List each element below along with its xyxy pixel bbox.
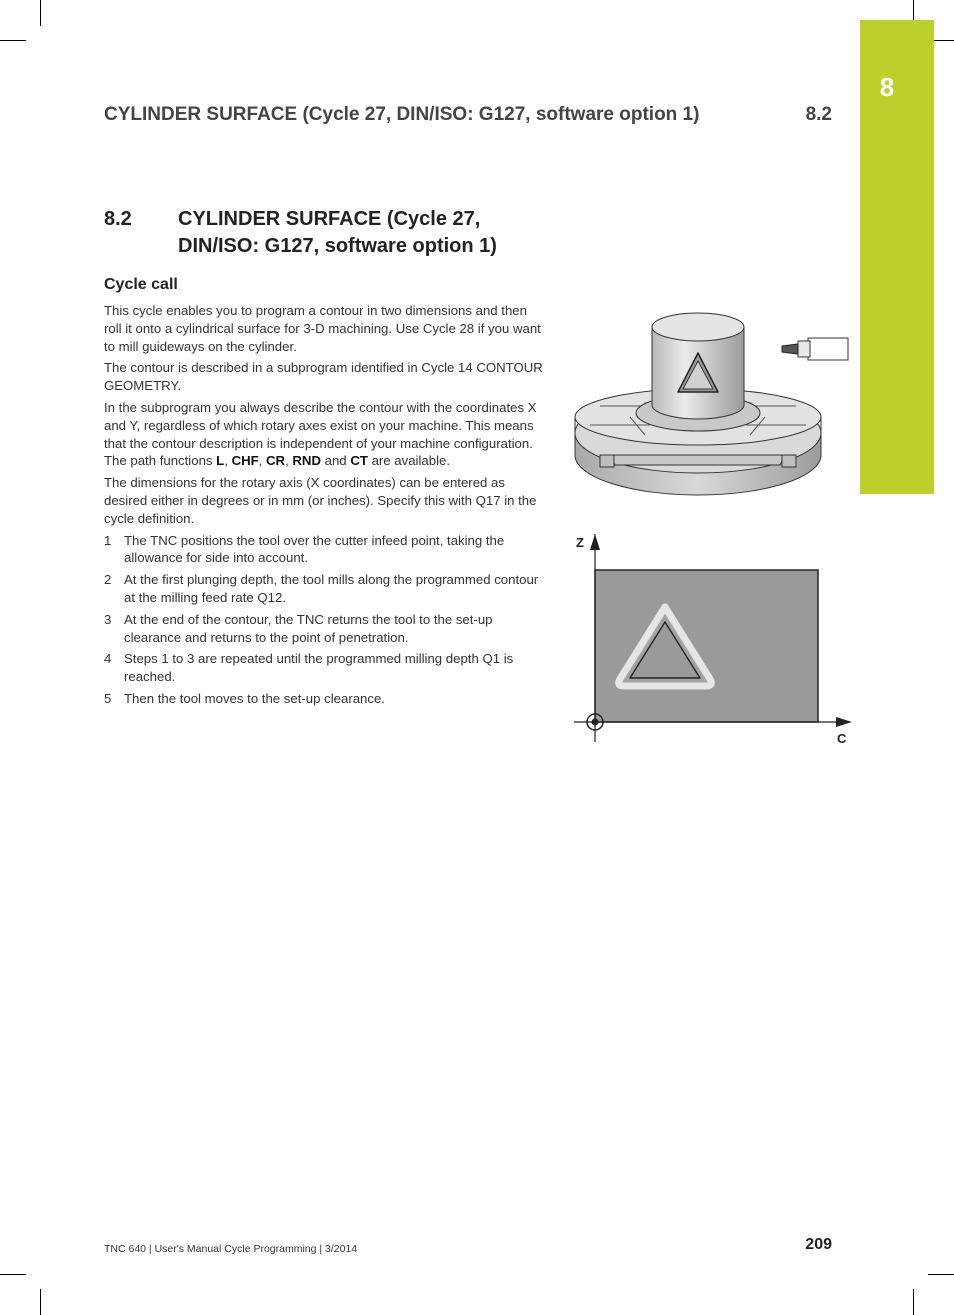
step-list bbox=[104, 532, 546, 708]
c-axis-label: C bbox=[837, 731, 847, 746]
running-header-title: CYLINDER SURFACE (Cycle 27, DIN/ISO: G127, software option 1) bbox=[104, 104, 700, 125]
crop-mark bbox=[40, 1289, 41, 1315]
paragraph: In the subprogram you always describe the contour with the coordinates X and Y, regardless of which rotary axes exist on your machine. This means that the contour description is independent of your machine configuration. The path functions L, CHF, CR, RND and CT are available. bbox=[104, 399, 537, 469]
crop-mark bbox=[913, 0, 914, 20]
path-function: L bbox=[216, 453, 225, 469]
page-number: 209 bbox=[805, 1236, 832, 1253]
path-function: CT bbox=[350, 453, 368, 469]
paragraph: The contour is described in a subprogram identified in Cycle 14 CONTOUR GEOMETRY. bbox=[104, 360, 543, 394]
section-title-line1: CYLINDER SURFACE (Cycle 27, bbox=[178, 208, 481, 230]
paragraph: This cycle enables you to program a contour in two dimensions and then roll it onto a cylindrical surface for 3-D machining. Use Cycle 28 if you want to mill guideways on the cylinder. bbox=[104, 303, 541, 354]
list-item: 2 At the first plunging depth, the tool mills along the programmed contour at the milling feed rate Q12. bbox=[104, 572, 539, 605]
crop-mark bbox=[913, 1289, 914, 1315]
crop-mark bbox=[0, 40, 26, 41]
cylinder-surface-area bbox=[595, 570, 818, 722]
contour-diagram bbox=[570, 528, 860, 750]
crop-mark bbox=[928, 1274, 954, 1275]
subsection-title: Cycle call bbox=[104, 276, 178, 293]
z-axis-label: Z bbox=[576, 535, 584, 550]
list-item: 1 The TNC positions the tool over the cutter infeed point, taking the allowance for side into account. bbox=[104, 532, 505, 566]
crop-mark bbox=[0, 1274, 26, 1275]
list-item: 5 Then the tool moves to the set-up clearance. bbox=[104, 690, 385, 706]
running-header bbox=[104, 104, 832, 126]
footer-text: TNC 640 | User's Manual Cycle Programming | 3/2014 bbox=[104, 1243, 358, 1255]
path-function: CHF bbox=[231, 453, 259, 469]
chapter-tab bbox=[860, 20, 934, 494]
path-function: RND bbox=[292, 453, 321, 469]
section-title bbox=[178, 206, 598, 260]
chapter-number: 8 bbox=[879, 72, 895, 102]
section-number: 8.2 bbox=[104, 208, 132, 230]
section-title-line2: DIN/ISO: G127, software option 1) bbox=[178, 235, 497, 257]
body-text bbox=[104, 302, 546, 712]
path-function: CR bbox=[266, 453, 286, 469]
paragraph: The dimensions for the rotary axis (X coordinates) can be entered as desired either in degrees or in mm (or inches). Specify this with Q17 in the cycle definition. bbox=[104, 475, 537, 526]
cylinder-illustration bbox=[570, 305, 860, 500]
crop-mark bbox=[40, 0, 41, 26]
running-header-number: 8.2 bbox=[805, 104, 832, 125]
list-item: 3 At the end of the contour, the TNC returns the tool to the set-up clearance and returns to the point of penetration. bbox=[104, 611, 493, 645]
list-item: 4 Steps 1 to 3 are repeated until the programmed milling depth Q1 is reached. bbox=[104, 651, 514, 685]
